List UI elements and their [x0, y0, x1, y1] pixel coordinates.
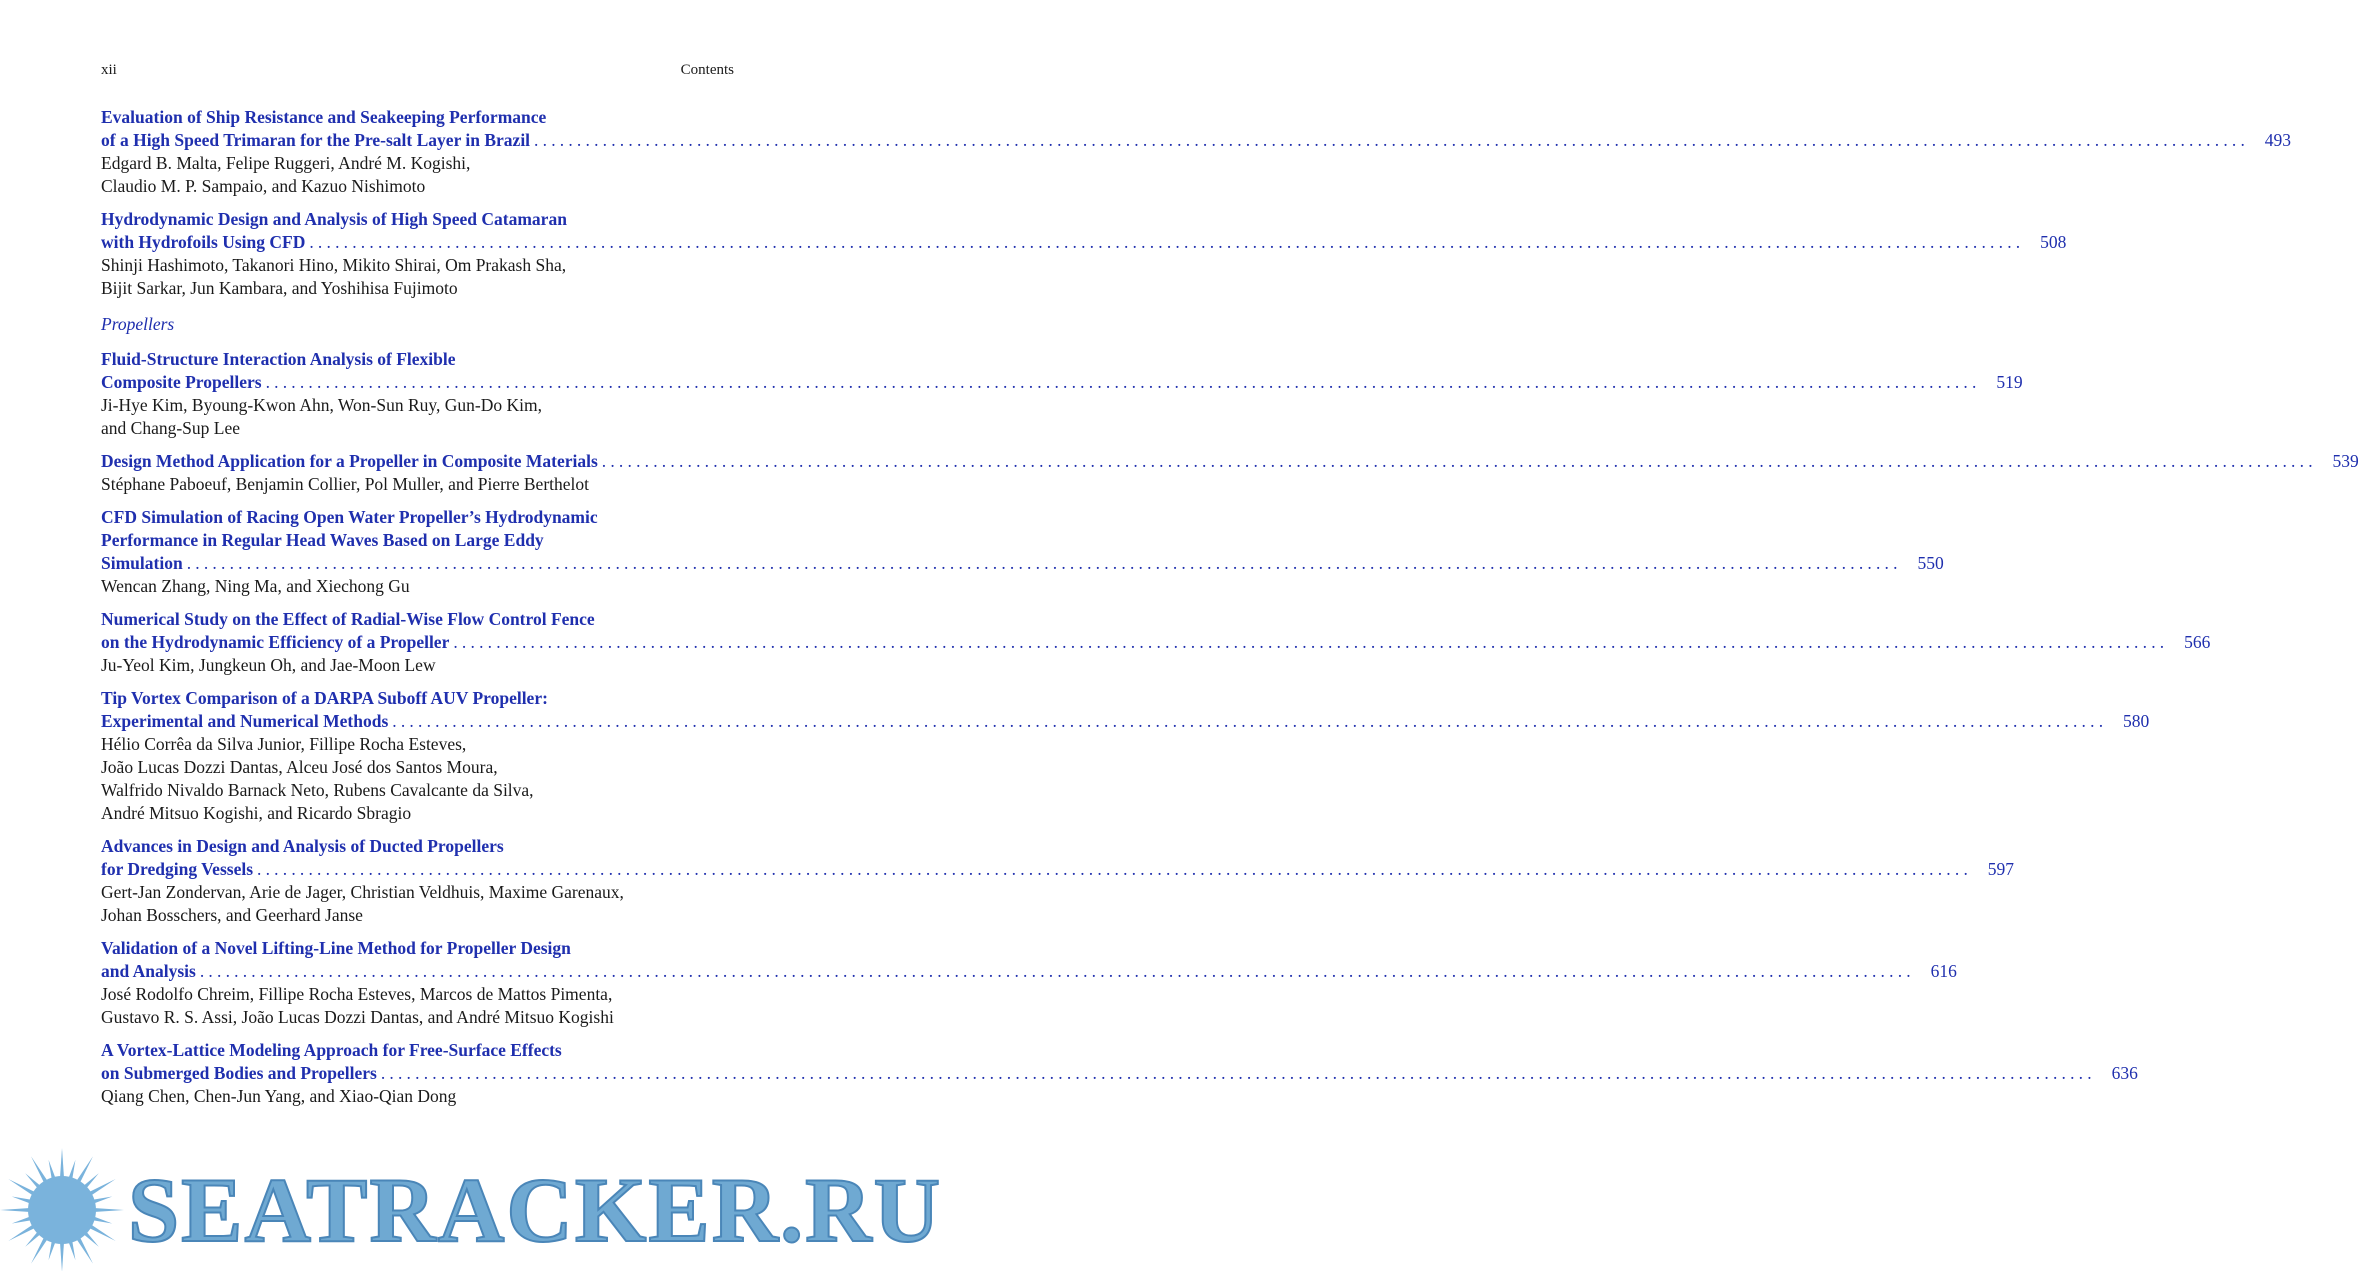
page-header [101, 62, 734, 79]
toc-entry [101, 208, 2067, 300]
entry-authors: Johan Bosschers, and Geerhard Janse [101, 905, 363, 925]
section-heading: Propellers [101, 314, 175, 334]
entry-title-line[interactable]: Numerical Study on the Effect of Radial-Wise Flow Control Fence [101, 609, 595, 629]
entry-authors: André Mitsuo Kogishi, and Ricardo Sbragio [101, 803, 412, 823]
dot-leader: ........................................................................................................................................................................................................ [265, 372, 1981, 392]
table-of-contents [101, 106, 2359, 1118]
entry-title-line[interactable]: Fluid-Structure Interaction Analysis of Flexible [101, 349, 456, 369]
entry-authors: Walfrido Nivaldo Barnack Neto, Rubens Cavalcante da Silva, [101, 780, 534, 800]
entry-title-line[interactable]: Simulation [101, 553, 183, 573]
entry-title-line[interactable]: Experimental and Numerical Methods [101, 711, 389, 731]
toc-entry [101, 937, 1957, 1029]
entry-authors: Hélio Corrêa da Silva Junior, Fillipe Rocha Esteves, [101, 734, 467, 754]
entry-title-line[interactable]: Validation of a Novel Lifting-Line Method for Propeller Design [101, 938, 571, 958]
entry-authors: João Lucas Dozzi Dantas, Alceu José dos Santos Moura, [101, 757, 498, 777]
entry-authors: Ju-Yeol Kim, Jungkeun Oh, and Jae-Moon Lew [101, 655, 436, 675]
entry-authors: José Rodolfo Chreim, Fillipe Rocha Esteves, Marcos de Mattos Pimenta, [101, 984, 613, 1004]
entry-title-line[interactable]: Performance in Regular Head Waves Based on Large Eddy [101, 530, 544, 550]
dot-leader: ........................................................................................................................................................................................................ [257, 859, 1973, 879]
entry-page-number[interactable]: 597 [1987, 859, 2015, 879]
entry-page-number[interactable]: 580 [2123, 711, 2150, 731]
entry-authors: Bijit Sarkar, Jun Kambara, and Yoshihisa Fujimoto [101, 278, 458, 298]
entry-title-line[interactable]: Advances in Design and Analysis of Ducted Propellers [101, 836, 504, 856]
entry-authors: Edgard B. Malta, Felipe Ruggeri, André M. Kogishi, [101, 153, 471, 173]
entry-page-number[interactable]: 508 [2040, 232, 2067, 252]
entry-authors: Qiang Chen, Chen-Jun Yang, and Xiao-Qian Dong [101, 1086, 457, 1106]
watermark [0, 1148, 943, 1271]
entry-page-number[interactable]: 550 [1917, 553, 1944, 573]
entry-title-line[interactable]: on Submerged Bodies and Propellers [101, 1063, 377, 1083]
watermark-text: SEATRACKER.RU [128, 1159, 943, 1261]
entry-title-line[interactable]: CFD Simulation of Racing Open Water Propeller’s Hydrodynamic [101, 507, 598, 527]
entry-authors: Claudio M. P. Sampaio, and Kazuo Nishimoto [101, 176, 426, 196]
entry-authors: Gert-Jan Zondervan, Arie de Jager, Christian Veldhuis, Maxime Garenaux, [101, 882, 624, 902]
entry-page-number[interactable]: 493 [2264, 130, 2292, 150]
toc-entry [101, 506, 1944, 598]
entry-authors: Gustavo R. S. Assi, João Lucas Dozzi Dantas, and André Mitsuo Kogishi [101, 1007, 614, 1027]
dot-leader: ........................................................................................................................................................................................................ [186, 553, 1902, 573]
entry-page-number[interactable]: 616 [1930, 961, 1957, 981]
entry-title-line[interactable]: Composite Propellers [101, 372, 262, 392]
entry-title-line[interactable]: and Analysis [101, 961, 196, 981]
entry-page-number[interactable]: 566 [2184, 632, 2211, 652]
dot-leader: ........................................................................................................................................................................................................ [534, 130, 2250, 150]
entry-title-line[interactable]: Hydrodynamic Design and Analysis of High Speed Catamaran [101, 209, 567, 229]
entry-title-line[interactable]: on the Hydrodynamic Efficiency of a Propeller [101, 632, 450, 652]
running-title: Contents [680, 62, 734, 78]
toc-entry [101, 687, 2150, 825]
entry-title-line[interactable]: Evaluation of Ship Resistance and Seakeeping Performance [101, 107, 547, 127]
dot-leader: ........................................................................................................................................................................................................ [453, 632, 2169, 652]
dot-leader: ........................................................................................................................................................................................................ [392, 711, 2108, 731]
entry-title-line[interactable]: of a High Speed Trimaran for the Pre-salt Layer in Brazil [101, 130, 531, 150]
entry-authors: Stéphane Paboeuf, Benjamin Collier, Pol Muller, and Pierre Berthelot [101, 474, 590, 494]
entry-authors: Wencan Zhang, Ning Ma, and Xiechong Gu [101, 576, 410, 596]
entry-title-line[interactable]: A Vortex-Lattice Modeling Approach for Free-Surface Effects [101, 1040, 562, 1060]
toc-entry [101, 1039, 2138, 1108]
toc-entry [101, 348, 2023, 440]
entry-authors: Shinji Hashimoto, Takanori Hino, Mikito Shirai, Om Prakash Sha, [101, 255, 567, 275]
entry-title-line[interactable]: Tip Vortex Comparison of a DARPA Suboff AUV Propeller: [101, 688, 548, 708]
sun-logo-icon [0, 1148, 128, 1271]
page-number: xii [101, 62, 117, 78]
entry-authors: and Chang-Sup Lee [101, 418, 240, 438]
dot-leader: ........................................................................................................................................................................................................ [601, 451, 2317, 471]
toc-entry [101, 106, 2292, 198]
entry-page-number[interactable]: 539 [2332, 451, 2359, 471]
dot-leader: ........................................................................................................................................................................................................ [199, 961, 1915, 981]
entry-title-line[interactable]: with Hydrofoils Using CFD [101, 232, 306, 252]
entry-page-number[interactable]: 519 [1996, 372, 2023, 392]
dot-leader: ........................................................................................................................................................................................................ [309, 232, 2025, 252]
dot-leader: ........................................................................................................................................................................................................ [380, 1063, 2096, 1083]
entry-title-line[interactable]: Design Method Application for a Propeller in Composite Materials [101, 451, 598, 471]
toc-entry [101, 835, 2015, 927]
entry-authors: Ji-Hye Kim, Byoung-Kwon Ahn, Won-Sun Ruy, Gun-Do Kim, [101, 395, 542, 415]
toc-entry [101, 450, 2359, 496]
entry-page-number[interactable]: 636 [2111, 1063, 2138, 1083]
toc-entry [101, 608, 2211, 677]
entry-title-line[interactable]: for Dredging Vessels [101, 859, 254, 879]
